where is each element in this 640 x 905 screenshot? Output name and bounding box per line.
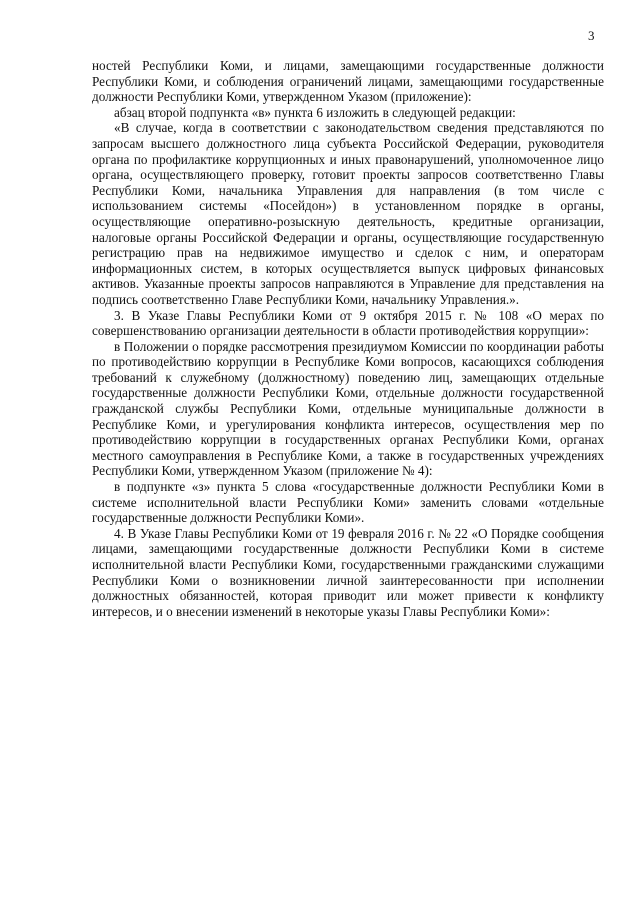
page-number: 3 [588, 28, 595, 43]
paragraph-item-4: 4. В Указе Главы Республики Коми от 19 февраля 2016 г. № 22 «О Порядке сообщения лицами, замещающими государственные должности Республики Коми в системе исполнительной власти Республики Коми, государственными гражданскими служащими Республики Коми о возникновении личной заинтересованности при исполнении должностных обязанностей, которая приводит или может привести к конфликту интересов, и о внесении изменений в некоторые указы Главы Республики Коми»: [92, 525, 604, 619]
paragraph-amendment-text: «В случае, когда в соответствии с законодательством сведения представляются по запросам высшего должностного лица субъекта Российской Федерации, руководителя органа по профилактике коррупционных и иных правонарушений, уполномоченное лицо органа, осуществляющего проверку, готовит проекты запросов соответственно Главы Республики Коми, начальника Управления для направления (в том числе с использованием системы «Посейдон») в установленном порядке в органы, осуществляющие оперативно-розыскную деятельность, кредитные организации, налоговые органы Российской Федерации и органы, осуществляющие государственную регистрацию прав на недвижимое имущество и сделок с ним, и операторам информационных систем, в которых осуществляется выпуск цифровых финансовых активов. Указанные проекты запросов направляются в Управление для представления на подпись соответственно Главе Республики Коми, начальнику Управления.». [92, 120, 604, 307]
paragraph-amendment-intro: абзац второй подпункта «в» пункта 6 изложить в следующей редакции: [114, 104, 516, 120]
paragraph-continuation: ностей Республики Коми, и лицами, замещающими государственные должности Республики Коми, и соблюдения ограничений лицами, замещающими государственные должности Республики Коми, утвержденном Указом (приложение): [92, 58, 604, 105]
paragraph-item-3: 3. В Указе Главы Республики Коми от 9 октября 2015 г. № 108 «О мерах по совершенствованию организации деятельности в области противодействия коррупции»: [92, 307, 604, 339]
document-body [92, 58, 604, 619]
paragraph-regulation: в Положении о порядке рассмотрения президиумом Комиссии по координации работы по противодействию коррупции в Республике Коми вопросов, касающихся соблюдения требований к служебному (должностному) поведению лиц, замещающих отдельные государственные должности Республики Коми, отдельные должности государственной гражданской службы Республики Коми, отдельные муниципальные должности в Республике Коми, и урегулирования конфликта интересов, осуществления мер по противодействию коррупции в государственных органах Республики Коми, органах местного самоуправления в Республике Коми, а также в государственных учреждениях Республики Коми, утвержденном Указом (приложение № 4): [92, 338, 604, 479]
paragraph-subclause-z: в подпункте «з» пункта 5 слова «государственные должности Республики Коми в системе исполнительной власти Республики Коми» заменить словами «отдельные государственные должности Республики Коми». [92, 479, 604, 526]
